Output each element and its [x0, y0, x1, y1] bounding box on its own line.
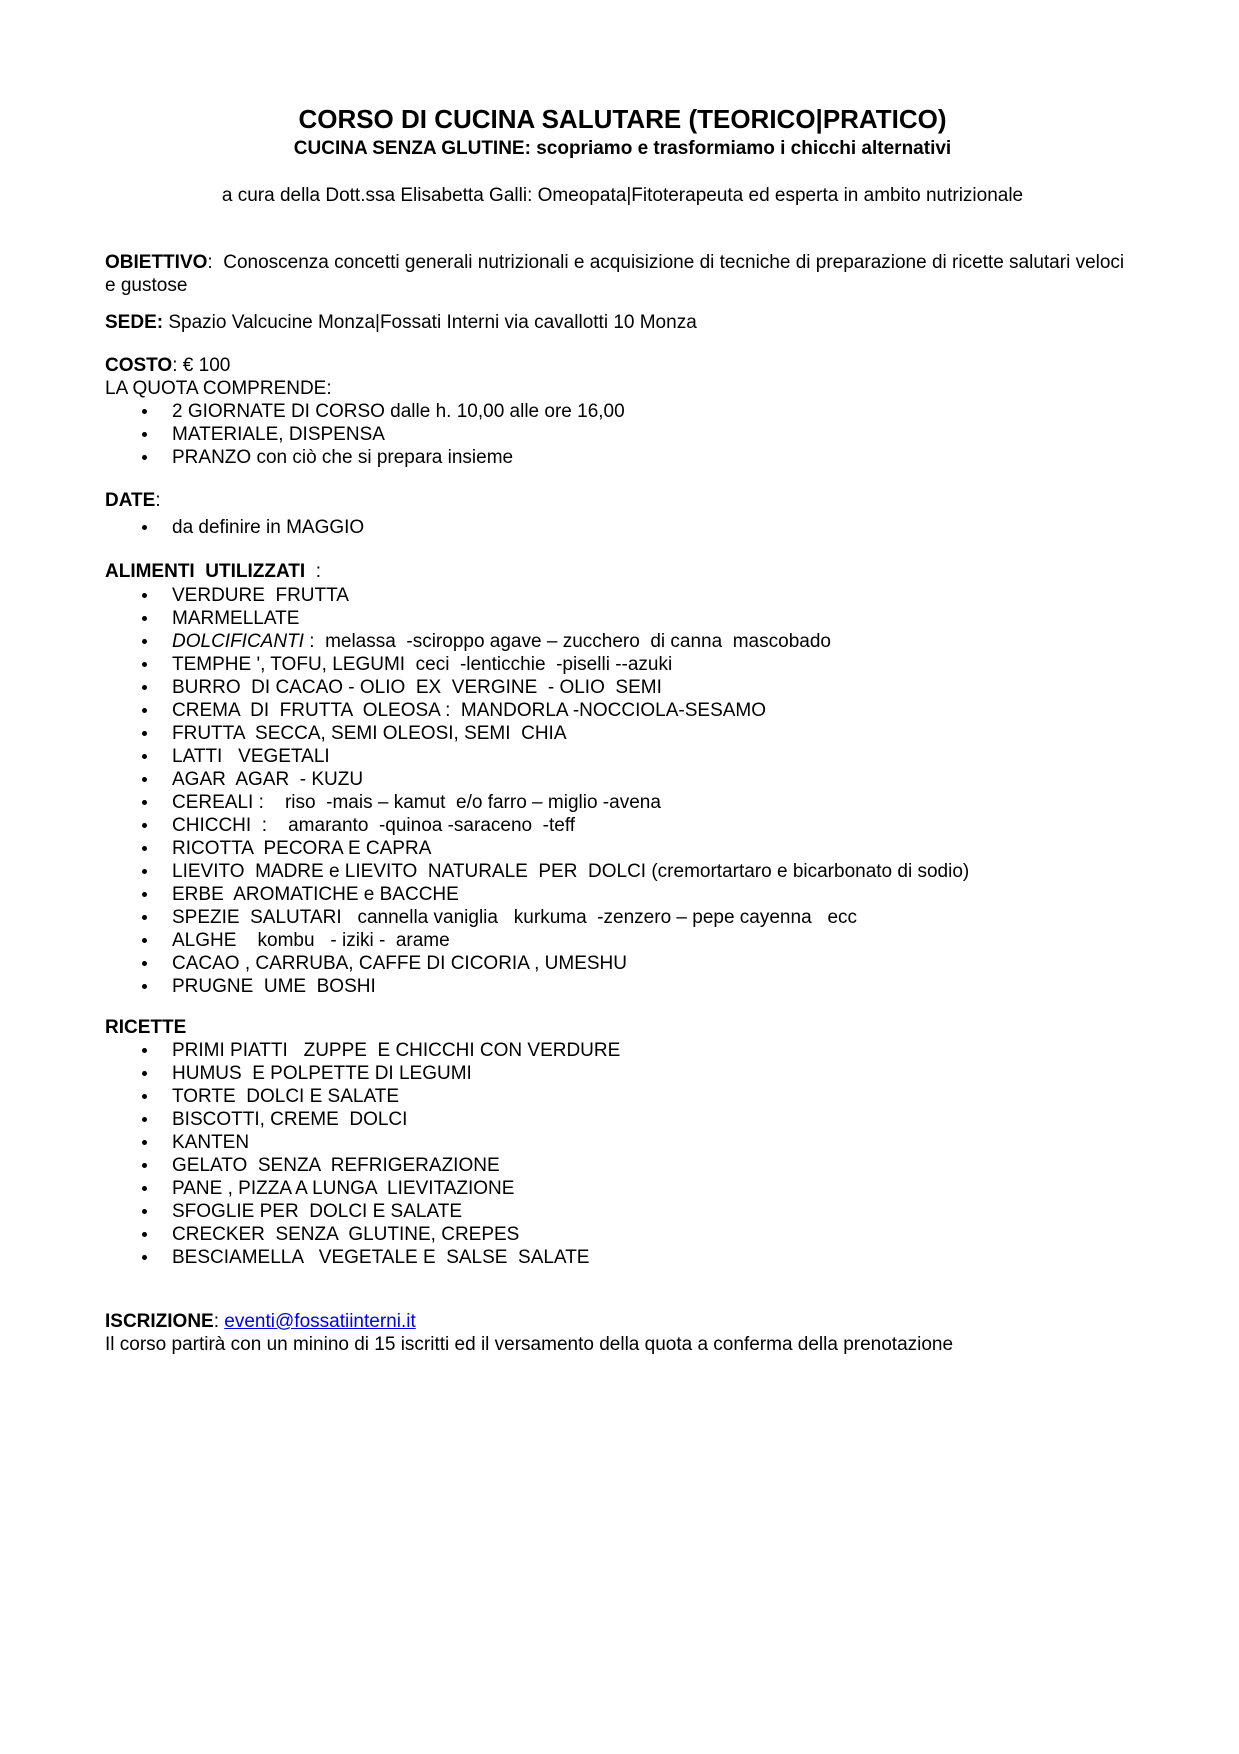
list-item: TEMPHE ', TOFU, LEGUMI ceci -lenticchie -piselli --azuki: [142, 653, 1140, 676]
sede-paragraph: [105, 311, 1140, 334]
list-item: LIEVITO MADRE e LIEVITO NATURALE PER DOLCI (cremortartaro e bicarbonato di sodio): [142, 860, 1140, 883]
list-item: ALGHE kombu - iziki - arame: [142, 929, 1140, 952]
list-item: BESCIAMELLA VEGETALE E SALSE SALATE: [142, 1246, 1140, 1269]
list-item: CREMA DI FRUTTA OLEOSA : MANDORLA -NOCCIOLA-SESAMO: [142, 699, 1140, 722]
list-item: da definire in MAGGIO: [142, 516, 1140, 539]
list-item: VERDURE FRUTTA: [142, 584, 1140, 607]
costo-value: : € 100: [172, 355, 231, 376]
list-item: PRANZO con ciò che si prepara insieme: [142, 446, 1140, 469]
page-subtitle: CUCINA SENZA GLUTINE: scopriamo e trasformiamo i chicchi alternativi: [293, 138, 952, 159]
list-item: FRUTTA SECCA, SEMI OLEOSI, SEMI CHIA: [142, 722, 1140, 745]
list-item-italic-text: DOLCIFICANTI: [172, 631, 304, 652]
byline: a cura della Dott.ssa Elisabetta Galli: Omeopata|Fitoterapeuta ed esperta in ambito nutrizionale: [221, 185, 1024, 206]
obiettivo-label: OBIETTIVO: [105, 252, 208, 273]
date-list: [105, 516, 1140, 539]
alimenti-heading: [105, 560, 1140, 583]
page-title: CORSO DI CUCINA SALUTARE (TEORICO|PRATICO): [298, 104, 947, 134]
list-item: PANE , PIZZA A LUNGA LIEVITAZIONE: [142, 1177, 1140, 1200]
alimenti-label: ALIMENTI UTILIZZATI: [105, 561, 306, 582]
list-item: GELATO SENZA REFRIGERAZIONE: [142, 1154, 1140, 1177]
list-item: SPEZIE SALUTARI cannella vaniglia kurkuma -zenzero – pepe cayenna ecc: [142, 906, 1140, 929]
iscrizione-separator: :: [213, 1311, 225, 1332]
obiettivo-text: Conoscenza concetti generali nutrizionali e acquisizione di tecniche di preparazione di ricette salutari veloci e gustose: [105, 252, 1135, 296]
iscrizione-paragraph: [105, 1310, 1140, 1333]
costo-paragraph: [105, 354, 1140, 377]
ricette-heading: [105, 1016, 1140, 1039]
list-item: MARMELLATE: [142, 607, 1140, 630]
quota-heading: LA QUOTA COMPRENDE:: [105, 378, 332, 399]
list-item: HUMUS E POLPETTE DI LEGUMI: [142, 1062, 1140, 1085]
costo-label: COSTO: [105, 355, 173, 376]
ricette-list: [105, 1039, 1140, 1269]
sede-text: Spazio Valcucine Monza|Fossati Interni via cavallotti 10 Monza: [163, 312, 697, 333]
date-label: DATE: [105, 490, 156, 511]
list-item: RICOTTA PECORA E CAPRA: [142, 837, 1140, 860]
list-item: PRUGNE UME BOSHI: [142, 975, 1140, 998]
sede-label: SEDE:: [105, 312, 164, 333]
alimenti-separator: :: [305, 561, 322, 582]
obiettivo-separator: :: [207, 252, 224, 273]
list-item: CHICCHI : amaranto -quinoa -saraceno -teff: [142, 814, 1140, 837]
obiettivo-paragraph: [105, 251, 1140, 297]
list-item: CRECKER SENZA GLUTINE, CREPES: [142, 1223, 1140, 1246]
list-item: TORTE DOLCI E SALATE: [142, 1085, 1140, 1108]
list-item: MATERIALE, DISPENSA: [142, 423, 1140, 446]
list-item: LATTI VEGETALI: [142, 745, 1140, 768]
iscrizione-note: Il corso partirà con un minino di 15 iscritti ed il versamento della quota a conferma della prenotazione: [105, 1334, 954, 1355]
ricette-label: RICETTE: [105, 1017, 187, 1038]
list-item: CEREALI : riso -mais – kamut e/o farro – miglio -avena: [142, 791, 1140, 814]
list-item: AGAR AGAR - KUZU: [142, 768, 1140, 791]
list-item: PRIMI PIATTI ZUPPE E CHICCHI CON VERDURE: [142, 1039, 1140, 1062]
list-item: CACAO , CARRUBA, CAFFE DI CICORIA , UMESHU: [142, 952, 1140, 975]
date-separator: :: [155, 490, 161, 511]
iscrizione-label: ISCRIZIONE: [105, 1311, 214, 1332]
list-item: DOLCIFICANTI : melassa -sciroppo agave – zucchero di canna mascobado: [142, 630, 1140, 653]
list-item: BURRO DI CACAO - OLIO EX VERGINE - OLIO SEMI: [142, 676, 1140, 699]
list-item: KANTEN: [142, 1131, 1140, 1154]
email-link[interactable]: eventi@fossatiinterni.it: [224, 1311, 416, 1332]
list-item: 2 GIORNATE DI CORSO dalle h. 10,00 alle ore 16,00: [142, 400, 1140, 423]
list-item: ERBE AROMATICHE e BACCHE: [142, 883, 1140, 906]
list-item: SFOGLIE PER DOLCI E SALATE: [142, 1200, 1140, 1223]
alimenti-list: [105, 584, 1140, 998]
date-heading: [105, 489, 1140, 512]
list-item: BISCOTTI, CREME DOLCI: [142, 1108, 1140, 1131]
quota-list: [105, 400, 1140, 469]
